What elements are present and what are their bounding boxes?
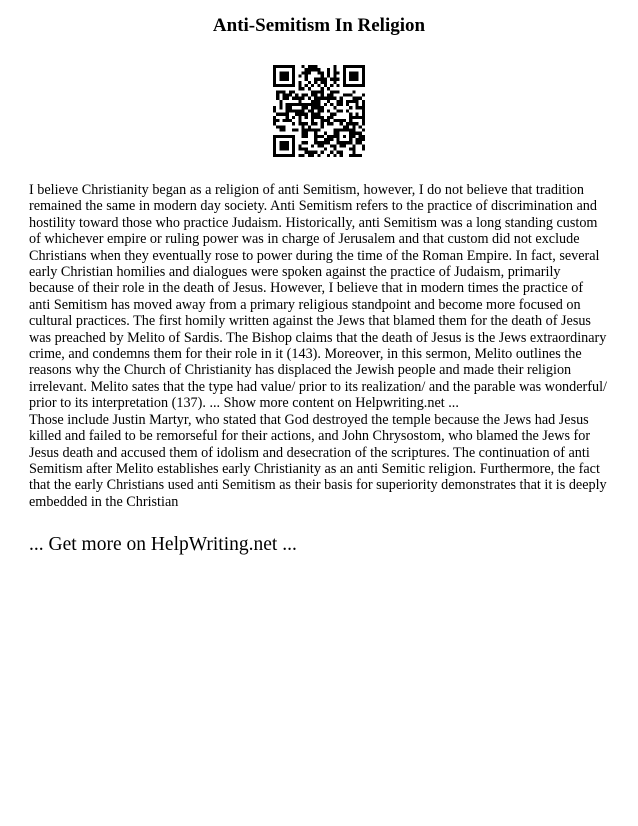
get-more-link[interactable]: ... Get more on HelpWriting.net ... [29, 534, 297, 555]
article-body [29, 182, 607, 510]
qr-code-icon[interactable] [273, 65, 365, 157]
article-paragraph-1: I believe Christianity began as a religion of anti Semitism, however, I do not believe that tradition remained the same in modern day society. Anti Semitism refers to the practice of discrimination and hostility toward those who practice Judaism. Historically, anti Semitism was a long standing custom of whichever empire or ruling power was in charge of Jerusalem and that custom did not exclude Christians when they eventually rose to power during the time of the Roman Empire. In fact, several early Christian homilies and dialogues were spoken against the practice of Judaism, primarily because of their role in the death of Jesus. However, I believe that in modern times the practice of anti Semitism has moved away from a primary religious standpoint and become more focused on cultural practices. The first homily written against the Jews that blamed them for the death of Jesus was preached by Melito of Sardis. The Bishop claims that the death of Jesus is the Jews extraordinary crime, and condemns them for their role in it (143). Moreover, in this sermon, Melito outlines the reasons why the Church of Christianity has displaced the Jewish people and made their religion irrelevant. Melito sates that the type had value/ prior to its realization/ and the parable was wonderful/ prior to its interpretation (137). ... Show more content on Helpwriting.net ... [29, 182, 607, 412]
qr-code-graphic [273, 65, 365, 157]
article-paragraph-2: Those include Justin Martyr, who stated that God destroyed the temple because the Jews had Jesus killed and failed to be remorseful for their actions, and John Chrysostom, who blamed the Jews for Jesus death and accused them of idolism and desecration of the scriptures. The continuation of anti Semitism after Melito establishes early Christianity as an anti Semitic religion. Furthermore, the fact that the early Christians used anti Semitism as their basis for superiority demonstrates that it is deeply embedded in the Christian [29, 411, 607, 510]
page-title: Anti-Semitism In Religion [212, 15, 426, 36]
